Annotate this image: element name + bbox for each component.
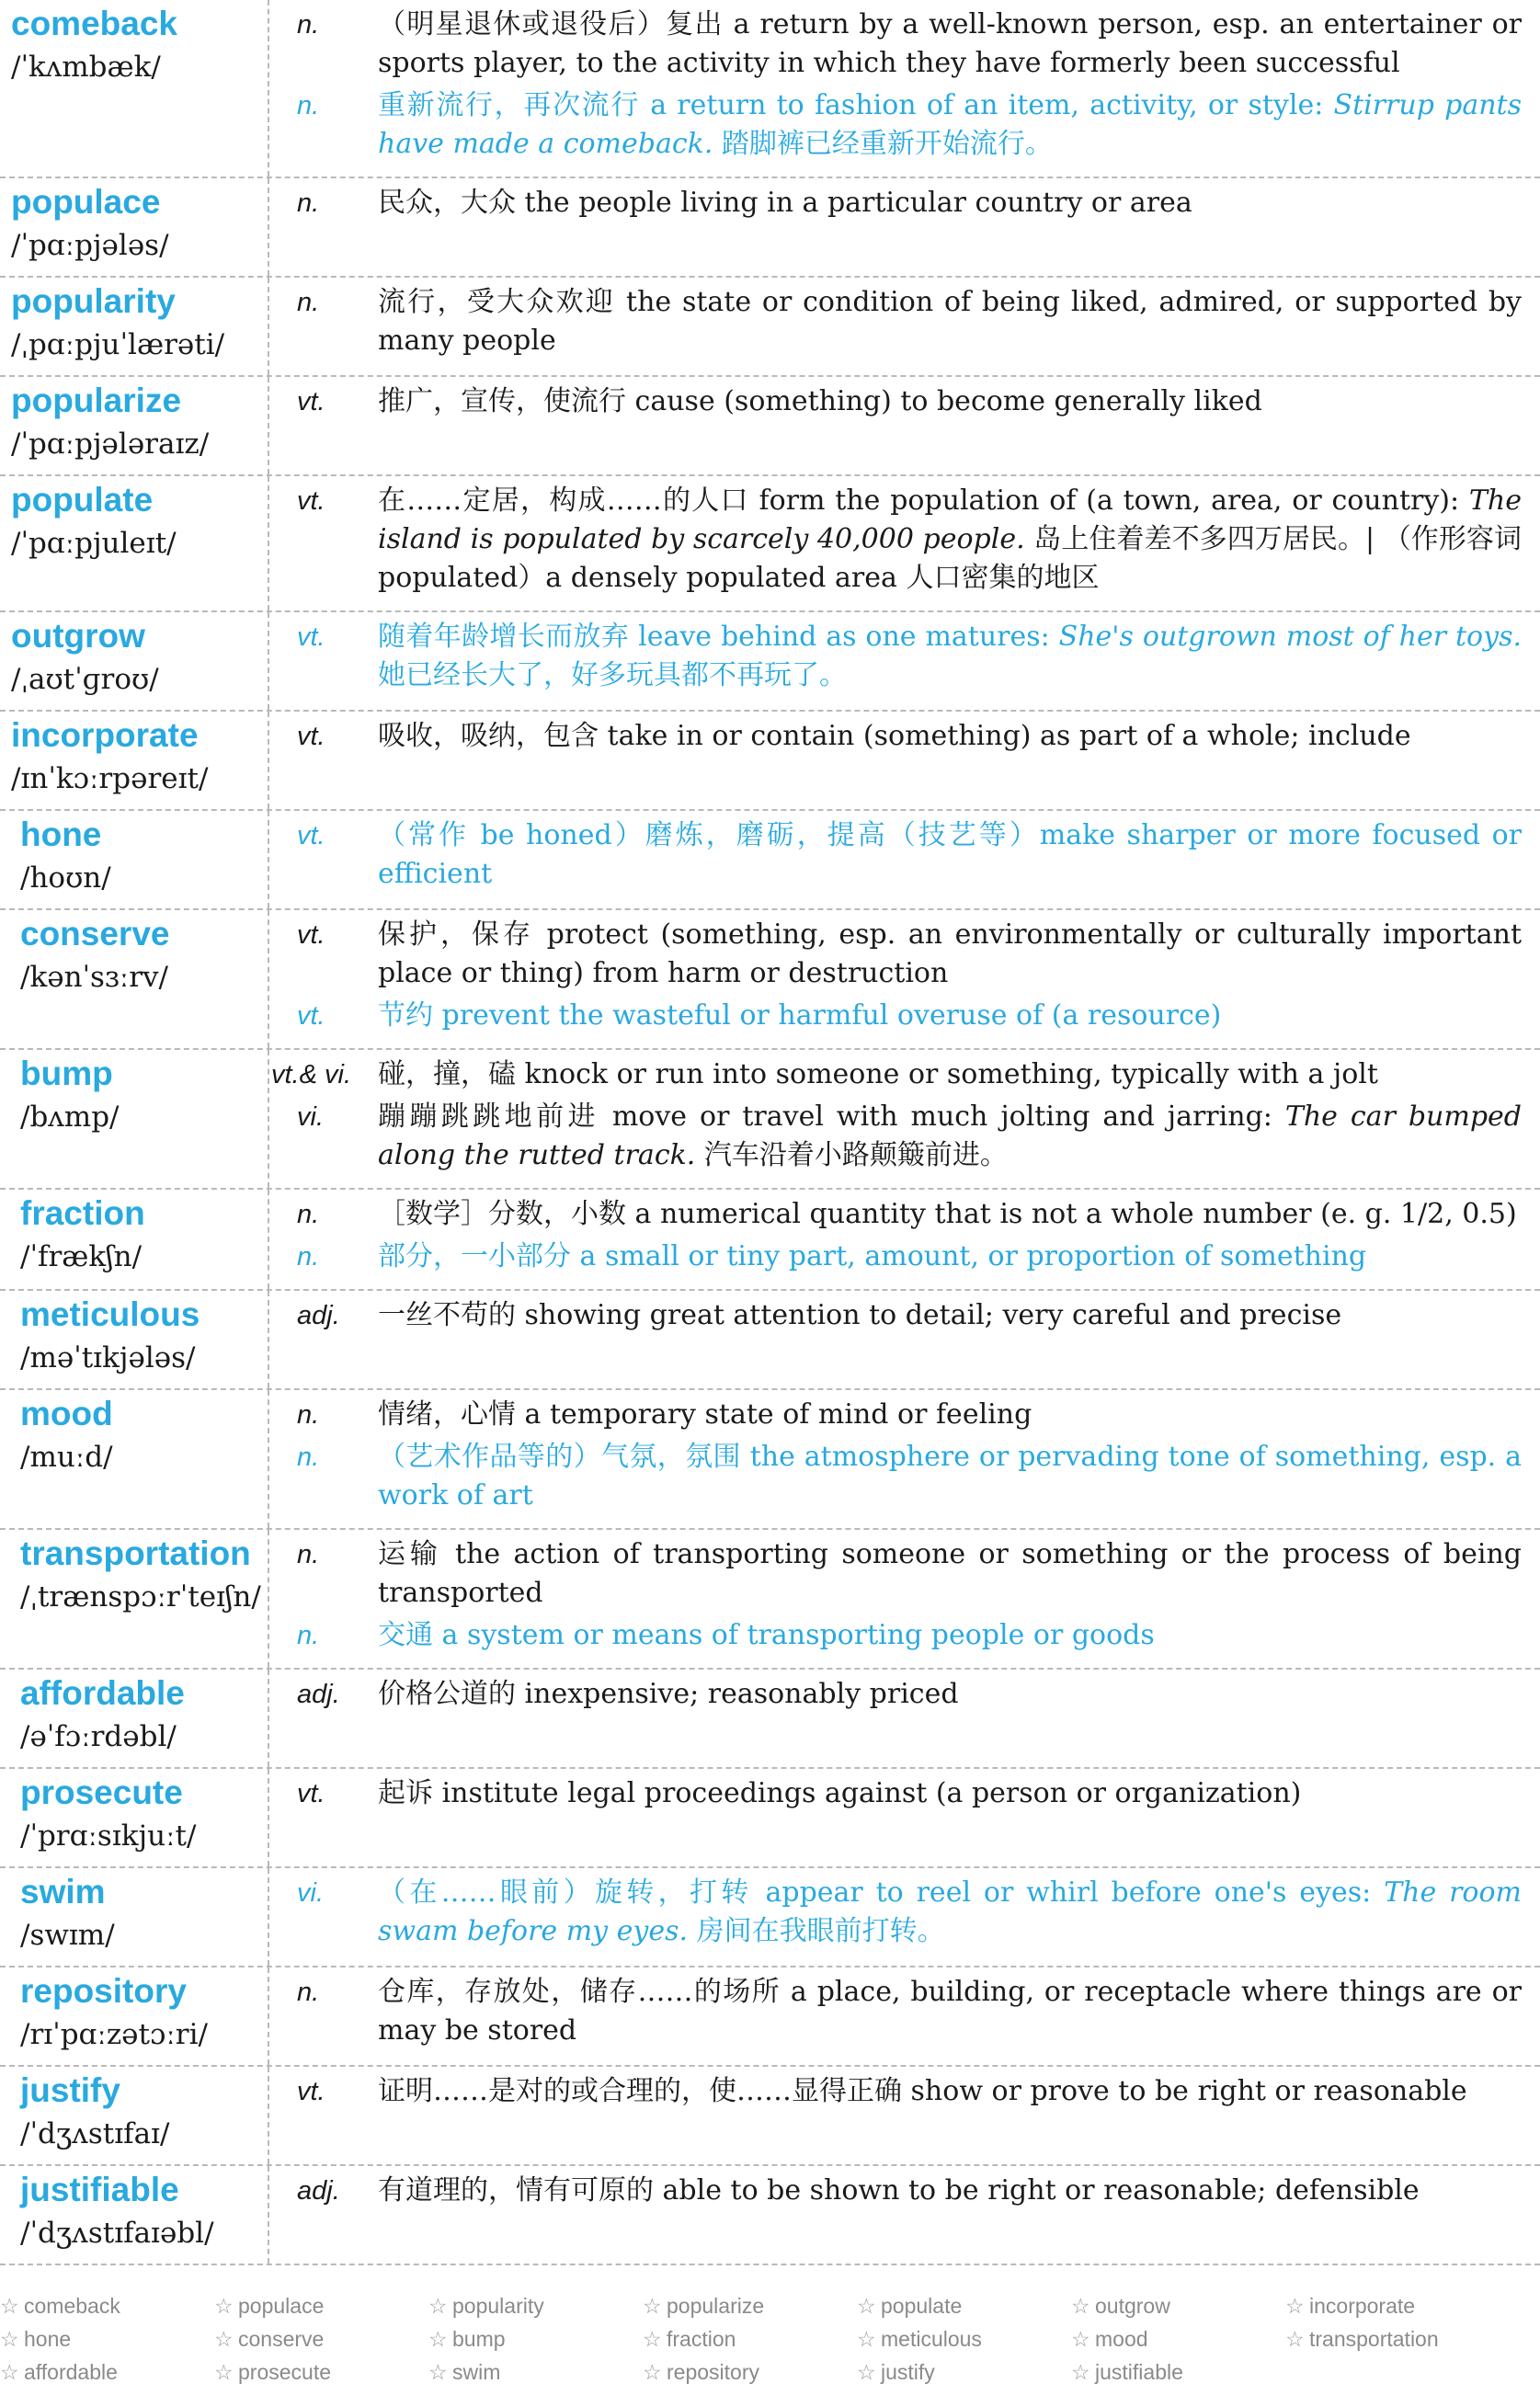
headword-cell — [0, 0, 269, 177]
part-of-speech: vt. — [297, 920, 325, 950]
index-item — [1285, 2289, 1500, 2322]
definition — [378, 816, 1522, 894]
definition-text: 流行，受大众欢迎 the state or condition of being liked, admired, or supported by many people — [378, 286, 1522, 357]
example-sentence: The island is populated by scarcely 40,000 people. — [378, 485, 1522, 555]
definition — [378, 997, 1522, 1035]
definitions-cell — [269, 612, 1540, 710]
phonetic: /ˈpɑːpjələs/ — [11, 229, 169, 262]
definition — [378, 2172, 1522, 2210]
definition — [378, 86, 1522, 164]
headword-cell — [0, 1670, 269, 1767]
headword-cell — [0, 1530, 269, 1668]
definitions-cell — [269, 1967, 1540, 2065]
definition — [378, 618, 1522, 695]
part-of-speech: vt. — [297, 1779, 325, 1808]
definition-text: 节约 prevent the wasteful or harmful overuse of (a resource) — [378, 999, 1222, 1032]
sense — [269, 1098, 1522, 1175]
index-word: hone — [24, 2327, 72, 2351]
sense — [269, 1535, 1522, 1613]
index-item — [643, 2289, 857, 2322]
definition-text: 部分，一小部分 a small or tiny part, amount, or proportion of something — [378, 1240, 1367, 1272]
definitions-cell — [269, 0, 1540, 177]
part-of-speech: vt. — [297, 821, 325, 850]
phonetic: /ˌtrænspɔːrˈteɪʃn/ — [20, 1580, 261, 1614]
part-of-speech: n. — [297, 1621, 320, 1650]
definition — [378, 482, 1522, 598]
headword: justify — [20, 2071, 120, 2109]
index-word: meticulous — [881, 2327, 982, 2351]
index-word: popularize — [667, 2294, 765, 2318]
phonetic: /ɪnˈkɔːrpəreɪt/ — [11, 762, 209, 795]
index-item — [0, 2322, 214, 2355]
headword-cell — [0, 178, 269, 276]
part-of-speech: n. — [297, 1540, 320, 1569]
definition-text: 运输 the action of transporting someone or something or the process of being transported — [378, 1538, 1522, 1609]
star-icon: ☆ — [214, 2327, 234, 2351]
index-item — [1071, 2355, 1285, 2389]
sense — [269, 717, 1522, 756]
star-icon: ☆ — [0, 2360, 19, 2384]
phonetic: /ˌaʊtˈɡroʊ/ — [11, 663, 159, 696]
star-icon: ☆ — [0, 2327, 19, 2351]
definition-text: 吸收，吸纳，包含 take in or contain (something) as part of a whole; include — [378, 720, 1411, 752]
part-of-speech: n. — [297, 91, 320, 120]
phonetic: /ˈdʒʌstɪfaɪ/ — [20, 2117, 170, 2150]
headword: populace — [11, 183, 161, 221]
part-of-speech: vi. — [297, 1878, 324, 1908]
phonetic: /muːd/ — [20, 1441, 113, 1474]
phonetic: /əˈfɔːrdəbl/ — [20, 1720, 177, 1753]
part-of-speech: n. — [297, 1443, 320, 1472]
headword: outgrow — [11, 617, 145, 655]
definitions-cell — [269, 178, 1540, 276]
headword-cell — [0, 1190, 269, 1289]
index-word: fraction — [667, 2327, 736, 2351]
headword: bump — [20, 1055, 113, 1092]
index-word: prosecute — [238, 2360, 332, 2384]
definition-text: 价格公道的 inexpensive; reasonably priced — [378, 1678, 959, 1710]
definition-text: 起诉 institute legal proceedings against (a person or organization) — [378, 1777, 1302, 1809]
sense — [269, 86, 1522, 164]
phonetic: /swɪm/ — [20, 1919, 115, 1952]
part-of-speech: n. — [297, 1978, 320, 2007]
definition-text: 情绪，心情 a temporary state of mind or feeling — [378, 1398, 1032, 1431]
star-icon: ☆ — [643, 2360, 662, 2384]
phonetic: /ˈkʌmbæk/ — [11, 51, 161, 84]
definition-text: 在……定居，构成……的人口 form the population of (a town, area, or country): — [378, 485, 1460, 517]
vocab-entry — [0, 1190, 1540, 1291]
definition — [378, 1296, 1522, 1335]
sense — [269, 2172, 1522, 2210]
vocab-entry — [0, 2166, 1540, 2265]
example-translation: 她已经长大了，好多玩具都不再玩了。 — [378, 659, 847, 691]
word-index — [0, 2289, 1540, 2389]
star-icon: ☆ — [1071, 2360, 1090, 2384]
vocab-entry — [0, 2067, 1540, 2166]
definition-text: （在……眼前）旋转，打转 appear to reel or whirl before one's eyes: — [378, 1876, 1372, 1909]
headword: repository — [20, 1972, 187, 2010]
part-of-speech: vt. — [297, 387, 325, 416]
index-item — [857, 2355, 1071, 2389]
headword: populate — [11, 481, 154, 519]
index-item — [428, 2322, 643, 2355]
sense — [269, 1195, 1522, 1234]
index-item — [643, 2322, 857, 2355]
definitions-cell — [269, 712, 1540, 809]
definition — [378, 382, 1522, 421]
headword: justifiable — [20, 2171, 179, 2208]
definition-text: 蹦蹦跳跳地前进 move or travel with much jolting and jarring: — [378, 1101, 1272, 1133]
definition — [378, 1616, 1522, 1655]
definitions-cell — [269, 910, 1540, 1048]
index-item — [214, 2355, 428, 2389]
vocab-entry — [0, 178, 1540, 278]
headword-cell — [0, 1868, 269, 1966]
part-of-speech: vt.& vi. — [271, 1060, 352, 1089]
definition — [378, 6, 1522, 83]
sense — [269, 1774, 1522, 1813]
sense — [269, 997, 1522, 1035]
part-of-speech: n. — [297, 10, 320, 40]
headword-cell — [0, 1967, 269, 2065]
headword-cell — [0, 1769, 269, 1866]
sense — [269, 618, 1522, 695]
part-of-speech: vi. — [297, 1102, 324, 1132]
star-icon: ☆ — [1071, 2294, 1090, 2318]
headword: conserve — [20, 915, 170, 952]
index-word: incorporate — [1309, 2294, 1416, 2318]
definition-text: （明星退休或退役后）复出 a return by a well-known person, esp. an entertainer or sports player, to the activity in which they have formerly been successful — [378, 8, 1522, 79]
definition-text: 碰，撞，磕 knock or run into someone or something, typically with a jolt — [378, 1058, 1378, 1090]
index-item — [857, 2289, 1071, 2322]
star-icon: ☆ — [0, 2294, 19, 2318]
vocab-entry — [0, 910, 1540, 1050]
definition-text: 证明……是对的或合理的，使……显得正确 show or prove to be right or reasonable — [378, 2075, 1467, 2107]
part-of-speech: n. — [297, 288, 320, 317]
definitions-cell — [269, 2166, 1540, 2264]
definitions-cell — [269, 1868, 1540, 1966]
example-translation: 房间在我眼前打转。 — [696, 1915, 945, 1947]
sense — [269, 6, 1522, 83]
sense — [269, 184, 1522, 222]
example-sentence: She's outgrown most of her toys. — [1058, 621, 1522, 653]
definitions-cell — [269, 1530, 1540, 1668]
phonetic: /kənˈsɜːrv/ — [20, 961, 168, 994]
phonetic: /bʌmp/ — [20, 1101, 120, 1134]
definition — [378, 1098, 1522, 1175]
definition — [378, 1973, 1522, 2050]
definition — [378, 717, 1522, 756]
definition — [378, 1055, 1522, 1094]
index-item — [0, 2289, 214, 2322]
definition — [378, 283, 1522, 360]
example-sentence: The room swam before my eyes. — [378, 1876, 1522, 1947]
definitions-cell — [269, 1769, 1540, 1866]
index-item — [857, 2322, 1071, 2355]
definitions-cell — [269, 1390, 1540, 1528]
sense — [269, 1237, 1522, 1276]
definition-text: 交通 a system or means of transporting people or goods — [378, 1619, 1155, 1651]
definition — [378, 1774, 1522, 1813]
definition-text: 民众，大众 the people living in a particular country or area — [378, 187, 1192, 219]
sense — [269, 482, 1522, 598]
vocab-entry — [0, 1769, 1540, 1868]
index-item — [214, 2322, 428, 2355]
headword: hone — [20, 815, 102, 853]
index-word: justifiable — [1095, 2360, 1183, 2384]
part-of-speech: n. — [297, 1400, 320, 1430]
definitions-cell — [269, 1670, 1540, 1767]
part-of-speech: vt. — [297, 2077, 325, 2106]
vocab-entry — [0, 1050, 1540, 1190]
vocab-entry — [0, 476, 1540, 612]
headword: popularity — [11, 282, 176, 320]
definition — [378, 1195, 1522, 1234]
headword-cell — [0, 1050, 269, 1188]
example-translation: 踏脚裤已经重新开始流行。 — [721, 128, 1053, 160]
definition-text: 仓库，存放处，储存……的场所 a place, building, or receptacle where things are or may be stored — [378, 1976, 1522, 2047]
index-item — [1285, 2322, 1500, 2355]
headword-cell — [0, 377, 269, 474]
index-word: conserve — [238, 2327, 325, 2351]
headword-cell — [0, 1291, 269, 1388]
definition — [378, 916, 1522, 993]
phonetic: /hoʊn/ — [20, 861, 111, 895]
headword-cell — [0, 811, 269, 908]
vocab-entry — [0, 1670, 1540, 1769]
headword: transportation — [20, 1534, 251, 1572]
star-icon: ☆ — [857, 2327, 876, 2351]
star-icon: ☆ — [214, 2294, 234, 2318]
index-item — [214, 2289, 428, 2322]
headword: swim — [20, 1873, 106, 1910]
star-icon: ☆ — [428, 2327, 448, 2351]
index-word: outgrow — [1095, 2294, 1170, 2318]
sense — [269, 283, 1522, 360]
definition — [378, 1438, 1522, 1515]
sense — [269, 1973, 1522, 2050]
definition — [378, 1396, 1522, 1434]
vocab-entry — [0, 1967, 1540, 2067]
index-item — [1071, 2289, 1285, 2322]
star-icon: ☆ — [1285, 2294, 1305, 2318]
part-of-speech: vt. — [297, 486, 325, 516]
example-sentence: The car bumped along the rutted track. — [378, 1101, 1522, 1171]
example-sentence: Stirrup pants have made a comeback. — [378, 89, 1522, 160]
definition — [378, 184, 1522, 222]
part-of-speech: vt. — [297, 622, 325, 652]
definition — [378, 1874, 1522, 1951]
vocab-entry — [0, 811, 1540, 910]
phonetic: /ˈpɑːpjuleɪt/ — [11, 527, 177, 560]
vocab-entry — [0, 1530, 1540, 1670]
sense — [269, 1055, 1522, 1094]
index-word: populate — [881, 2294, 963, 2318]
headword: incorporate — [11, 716, 199, 754]
headword-cell — [0, 476, 269, 610]
part-of-speech: adj. — [297, 1680, 340, 1709]
vocab-entry — [0, 1390, 1540, 1530]
phonetic: /ˈdʒʌstɪfaɪəbl/ — [20, 2217, 214, 2250]
star-icon: ☆ — [1071, 2327, 1090, 2351]
definitions-cell — [269, 377, 1540, 474]
part-of-speech: vt. — [297, 1001, 325, 1031]
definition-text: 重新流行，再次流行 a return to fashion of an item, activity, or style: — [378, 89, 1324, 121]
definition-text: （常作 be honed）磨炼，磨砺，提高（技艺等）make sharper or more focused or efficient — [378, 819, 1522, 890]
headword-cell — [0, 278, 269, 375]
sense — [269, 1675, 1522, 1714]
headword: prosecute — [20, 1773, 183, 1811]
sense — [269, 1616, 1522, 1655]
definition — [378, 1535, 1522, 1613]
headword-cell — [0, 1390, 269, 1528]
star-icon: ☆ — [428, 2294, 448, 2318]
vocab-entry — [0, 0, 1540, 178]
sense — [269, 816, 1522, 894]
vocab-entry — [0, 1291, 1540, 1390]
definitions-cell — [269, 811, 1540, 908]
headword: comeback — [11, 5, 177, 42]
definition-text: （艺术作品等的）气氛，氛围 the atmosphere or pervading tone of something, esp. a work of art — [378, 1441, 1522, 1511]
example-translation: 岛上住着差不多四万居民。| （作形容词 populated）a densely populated area 人口密集的地区 — [378, 523, 1522, 594]
vocab-entry — [0, 377, 1540, 476]
star-icon: ☆ — [643, 2327, 662, 2351]
headword-cell — [0, 2166, 269, 2264]
part-of-speech: adj. — [297, 1301, 340, 1330]
definition-text: 有道理的，情有可原的 able to be shown to be right or reasonable; defensible — [378, 2174, 1420, 2207]
headword-cell — [0, 2067, 269, 2164]
phonetic: /ˈfrækʃn/ — [20, 1240, 143, 1273]
definitions-cell — [269, 476, 1540, 610]
definition-text: ［数学］分数，小数 a numerical quantity that is not a whole number (e. g. 1/2, 0.5) — [378, 1198, 1517, 1230]
index-word: populace — [238, 2294, 325, 2318]
vocab-entry — [0, 712, 1540, 811]
headword: fraction — [20, 1194, 145, 1232]
sense — [269, 2072, 1522, 2111]
definition-text: 推广，宣传，使流行 cause (something) to become generally liked — [378, 385, 1262, 417]
part-of-speech: adj. — [297, 2176, 340, 2206]
index-item — [428, 2355, 643, 2389]
index-word: affordable — [24, 2360, 118, 2384]
definitions-cell — [269, 1050, 1540, 1188]
index-item — [428, 2289, 643, 2322]
star-icon: ☆ — [643, 2294, 662, 2318]
definition-text: 一丝不苟的 showing great attention to detail; very careful and precise — [378, 1299, 1342, 1331]
sense — [269, 916, 1522, 993]
headword-cell — [0, 612, 269, 710]
index-word: mood — [1095, 2327, 1148, 2351]
index-word: transportation — [1309, 2327, 1439, 2351]
definitions-cell — [269, 1190, 1540, 1289]
sense — [269, 1296, 1522, 1335]
definition-text: 随着年龄增长而放弃 leave behind as one matures: — [378, 621, 1050, 653]
part-of-speech: n. — [297, 188, 320, 218]
index-item — [0, 2355, 214, 2389]
headword: affordable — [20, 1674, 185, 1712]
vocab-entry — [0, 612, 1540, 712]
part-of-speech: vt. — [297, 722, 325, 751]
phonetic: /ˈprɑːsɪkjuːt/ — [20, 1819, 197, 1853]
definition — [378, 1237, 1522, 1276]
headword: mood — [20, 1395, 113, 1432]
index-word: comeback — [24, 2294, 120, 2318]
definition — [378, 2072, 1522, 2111]
phonetic: /məˈtɪkjələs/ — [20, 1341, 196, 1374]
index-word: repository — [667, 2360, 759, 2384]
definitions-cell — [269, 278, 1540, 375]
star-icon: ☆ — [214, 2360, 234, 2384]
headword: popularize — [11, 382, 182, 419]
headword: meticulous — [20, 1295, 200, 1333]
index-word: popularity — [452, 2294, 544, 2318]
star-icon: ☆ — [857, 2294, 876, 2318]
sense — [269, 1438, 1522, 1515]
definition — [378, 1675, 1522, 1714]
sense — [269, 1874, 1522, 1951]
headword-cell — [0, 712, 269, 809]
headword-cell — [0, 910, 269, 1048]
index-item — [643, 2355, 857, 2389]
phonetic: /rɪˈpɑːzətɔːri/ — [20, 2018, 208, 2051]
part-of-speech: n. — [297, 1200, 320, 1229]
vocab-entry — [0, 1868, 1540, 1967]
definitions-cell — [269, 2067, 1540, 2164]
definition-text: 保护，保存 protect (something, esp. an environmentally or culturally important place or thing) from harm or destruction — [378, 918, 1522, 989]
sense — [269, 382, 1522, 421]
star-icon: ☆ — [1285, 2327, 1305, 2351]
star-icon: ☆ — [428, 2360, 448, 2384]
vocab-entry — [0, 278, 1540, 377]
index-item — [1071, 2322, 1285, 2355]
definitions-cell — [269, 1291, 1540, 1388]
index-word: bump — [452, 2327, 506, 2351]
index-word: justify — [881, 2360, 935, 2384]
phonetic: /ˌpɑːpjuˈlærəti/ — [11, 328, 225, 361]
star-icon: ☆ — [857, 2360, 876, 2384]
sense — [269, 1396, 1522, 1434]
index-word: swim — [452, 2360, 501, 2384]
example-translation: 汽车沿着小路颠簸前进。 — [703, 1139, 1008, 1171]
part-of-speech: n. — [297, 1242, 320, 1272]
phonetic: /ˈpɑːpjələraɪz/ — [11, 428, 210, 461]
